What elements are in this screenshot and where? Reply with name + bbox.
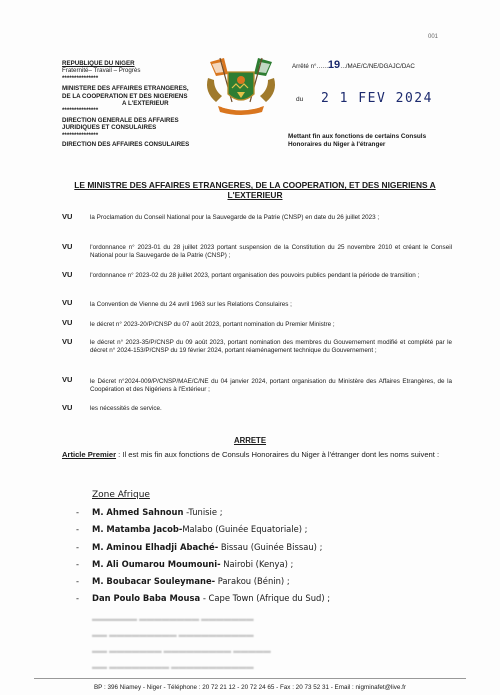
faded-text-line: ▬▬ ▬▬▬▬▬▬▬▬▬ ▬▬▬▬▬▬▬▬▬▬	[92, 630, 254, 639]
vu-label: VU	[62, 242, 73, 251]
consul-list-item: - M. Ali Oumarou Moumouni- Nairobi (Kenya) ;	[76, 559, 294, 569]
direction-generale-line-1: DIRECTION GENERALE DES AFFAIRES	[62, 116, 179, 124]
vu-item: le Décret n°2024-009/P/CNSP/MAE/C/NE du 04 janvier 2024, portant organisation du Ministère des Affaires Etrangères, de la Coopération et des Nigériens à l'Extérieur ;	[90, 378, 452, 393]
national-motto: Fraternité– Travail – Progrès	[62, 67, 141, 75]
consul-post: Malabo (Guinée Equatoriale) ;	[182, 524, 308, 534]
consul-name: Dan Poulo Baba Mousa	[92, 593, 201, 603]
vu-label: VU	[62, 318, 73, 327]
ministry-line-2: DE LA COOPERATION ET DES NIGERIENS	[62, 92, 188, 100]
consul-name: M. Ahmed Sahnoun	[92, 507, 184, 517]
date-prefix: du	[296, 96, 304, 103]
consul-post: -Tunisie ;	[183, 507, 223, 517]
decree-subject: Mettant fin aux fonctions de certains Consuls Honoraires du Niger à l'étranger	[288, 133, 427, 148]
consul-post: Bissau (Guinée Bissau) ;	[218, 542, 323, 552]
minister-title: LE MINISTRE DES AFFAIRES ETRANGERES, DE LA COOPERATION, ET DES NIGERIENS A L'EXTERIEUR	[74, 180, 436, 200]
republic-title: REPUBLIQUE DU NIGER	[62, 60, 135, 67]
article-text: : Il est mis fin aux fonctions de Consuls Honoraires du Niger à l'étranger dont les noms suivent :	[116, 450, 440, 459]
vu-item: la Convention de Vienne du 24 avril 1963 sur les Relations Consulaires ;	[90, 301, 292, 308]
vu-item: l'ordonnance n° 2023-01 du 28 juillet 2023 portant suspension de la Constitution du 25 novembre 2010 et créant le Conseil National pour la Sauvegarde de la Patrie (CNSP) ;	[90, 244, 452, 259]
vu-label: VU	[62, 375, 73, 384]
direction-name: DIRECTION DES AFFAIRES CONSULAIRES	[62, 141, 190, 149]
consul-list-item: - M. Aminou Elhadji Abaché- Bissau (Guinée Bissau) ;	[76, 542, 323, 552]
zone-afrique-heading: Zone Afrique	[92, 490, 150, 500]
separator-stars: ***************	[62, 74, 99, 82]
consul-post: Parakou (Bénin) ;	[215, 576, 290, 586]
decree-number: 19	[327, 59, 341, 71]
consul-list-item: - M. Boubacar Souleymane- Parakou (Bénin) ;	[76, 576, 290, 586]
consul-name: M. Aminou Elhadji Abaché-	[92, 542, 219, 552]
article-label: Article Premier	[62, 450, 117, 459]
vu-item: la Proclamation du Conseil National pour la Sauvegarde de la Patrie (CNSP) en date du 26 juillet 2023 ;	[90, 214, 380, 221]
consul-post: - Cape Town (Afrique du Sud) ;	[200, 593, 331, 603]
vu-item: le décret n° 2023-20/P/CNSP du 07 août 2023, portant nomination du Premier Ministre ;	[90, 321, 335, 328]
consul-name: M. Ali Oumarou Moumouni-	[92, 559, 221, 569]
ministry-line-3: A L'EXTERIEUR	[122, 100, 169, 108]
consul-list-item: - M. Ahmed Sahnoun -Tunisie ;	[76, 507, 223, 517]
footer-divider	[34, 678, 466, 679]
faded-text-line: ▬▬▬▬▬▬ ▬▬▬▬▬▬▬▬ ▬▬▬▬▬▬▬	[92, 614, 254, 623]
article-premier	[62, 450, 454, 461]
direction-generale-line-2: JURIDIQUES ET CONSULAIRES	[62, 124, 157, 132]
faded-text-line: ▬▬ ▬▬▬▬▬▬▬ ▬▬▬▬▬▬▬▬▬ ▬▬▬▬▬	[92, 646, 271, 655]
separator-stars: ***************	[62, 131, 99, 139]
vu-label: VU	[62, 270, 73, 279]
consul-list-item: - Dan Poulo Baba Mousa - Cape Town (Afrique du Sud) ;	[76, 593, 331, 603]
separator-stars: ***************	[62, 107, 99, 115]
page-number: 001	[428, 34, 439, 40]
vu-item: l'ordonnance n° 2023-02 du 28 juillet 2023, portant organisation des pouvoirs publics pendant la période de transition ;	[90, 272, 420, 279]
decree-reference: Arrêté n°……19…/MAE/C/NE/DGAJC/DAC	[292, 59, 415, 71]
vu-item: les nécessités de service.	[90, 405, 162, 412]
vu-label: VU	[62, 403, 73, 412]
arrete-heading: ARRETE	[233, 436, 267, 445]
coat-of-arms-emblem	[200, 54, 282, 120]
decree-reference-prefix: Arrêté n°	[292, 63, 317, 70]
faded-text-line: ▬▬ ▬▬▬▬▬▬▬▬ ▬▬▬▬▬▬▬▬▬▬▬	[92, 662, 254, 671]
consul-post: Nairobi (Kenya) ;	[220, 559, 294, 569]
consul-name: M. Matamba Jacob-	[92, 524, 183, 534]
vu-label: VU	[62, 212, 73, 221]
decree-reference-suffix: /MAE/C/NE/DGAJC/DAC	[345, 63, 415, 70]
vu-item: le décret n° 2023-35/P/CNSP du 09 août 2023, portant nomination des membres du Gouvernement modifié et complété par le décret n° 2024-153/P/CNSP du 19 février 2024, portant réaménagement technique du Gouvernement ;	[90, 339, 452, 354]
consul-list-item: - M. Matamba Jacob-Malabo (Guinée Equatoriale) ;	[76, 524, 308, 534]
consul-name: M. Boubacar Souleymane-	[92, 576, 216, 586]
decree-date-stamp: 2 1 FEV 2024	[321, 91, 433, 106]
vu-label: VU	[62, 298, 73, 307]
ministry-line-1: MINISTERE DES AFFAIRES ETRANGERES,	[62, 85, 189, 93]
vu-label: VU	[62, 337, 73, 346]
footer-contact: BP : 396 Niamey - Niger - Téléphone : 20 72 21 12 - 20 72 24 65 - Fax : 20 73 52 31 - Email : nigminafet@live.fr	[93, 684, 407, 691]
